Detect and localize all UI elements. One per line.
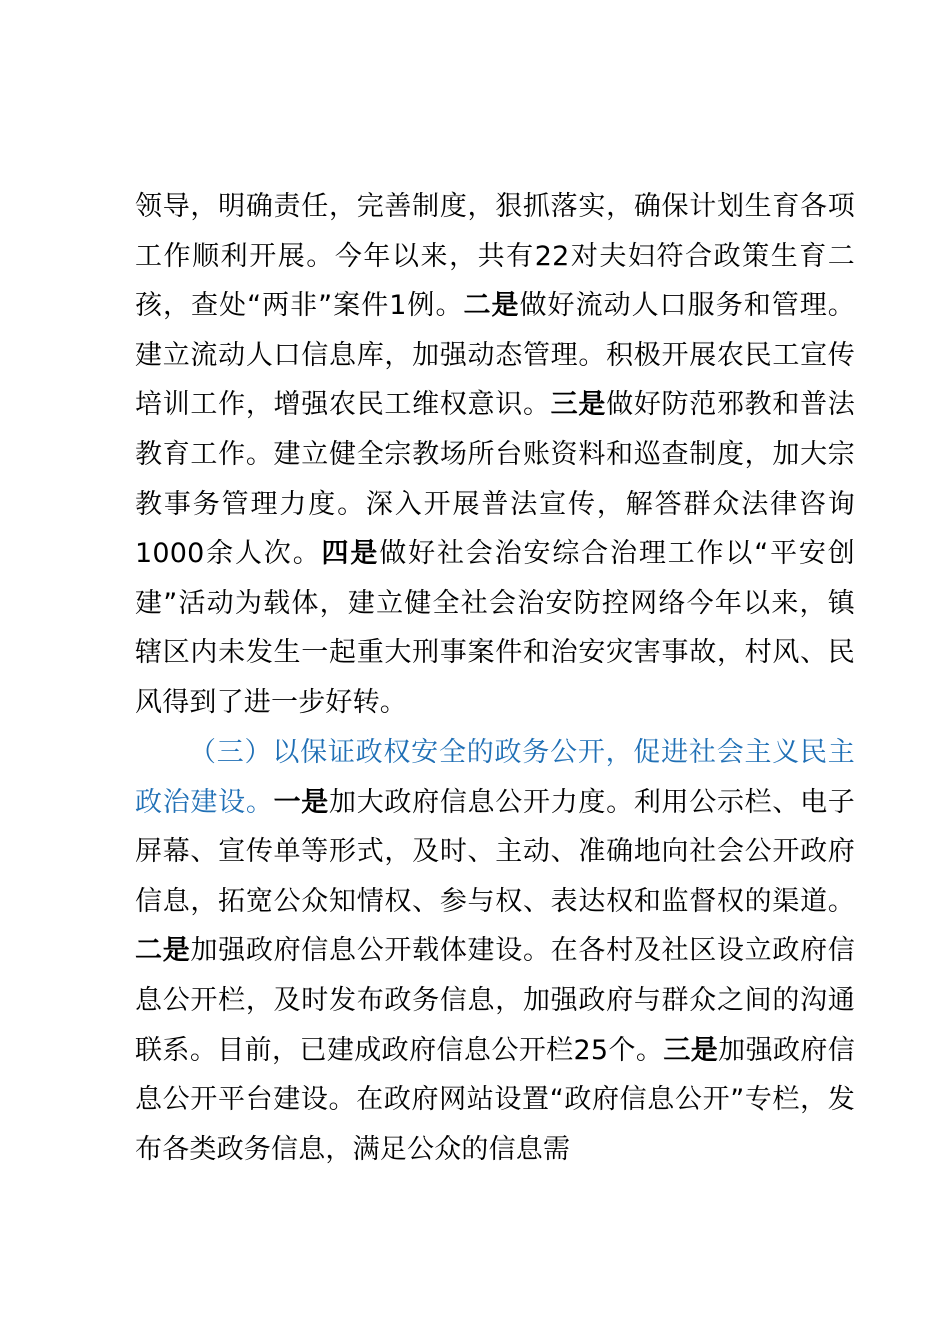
- bold-marker-san: 三是: [550, 389, 607, 421]
- text-run: 理。建立流动人口信息库，加强动态管理。积极开展农民: [135, 290, 856, 371]
- text-run: 做好防范邪: [606, 389, 745, 421]
- bold-marker-yi: 一是: [273, 786, 329, 818]
- text-run: 领导，明确责任，完善制度，狠抓落实，确保计划生育各: [135, 191, 828, 222]
- body-paragraph: [135, 728, 855, 1174]
- text-run: 做好流动人口服务和管: [519, 290, 800, 322]
- text-run: 工宣传培训工作，增强农民工维权意识。: [135, 339, 855, 421]
- text-run: 教和普法教育工作。建立健全宗教场所台账资料和巡查制: [135, 389, 856, 470]
- paragraph-government-affairs: [135, 728, 855, 1174]
- bold-marker-er: 二是: [135, 935, 191, 967]
- text-run: 众法律咨询1000余人次。: [135, 488, 856, 570]
- text-run: 事故，村风、民风得到了进一步好转。: [135, 637, 855, 718]
- text-run: 以“平安创建”活动为载体，建立健全社会治安防控网络: [135, 538, 855, 619]
- text-run: 做好社会治安综合治理工作: [379, 538, 726, 570]
- text-run: 二孩，查处“两非”案件1例。: [135, 240, 855, 322]
- text-run: 度，加大宗教事务管理力度。深入开展普法宣传，解答群: [135, 438, 856, 520]
- bold-marker-san: 三是: [663, 1034, 719, 1066]
- bold-marker-si: 四是: [321, 538, 380, 570]
- bold-marker-er: 二是: [463, 290, 520, 322]
- text-run: 加强政府信息公开平台建设。在政府网站设置“政府信息公开”专栏，发布各类政务信息，满足公众的信息需: [135, 1034, 856, 1165]
- text-run: 加强政府信息公开载体建设。在各村及社区设立政府信息公开栏，及时发布政务信息，加强政府与群众之间的沟通联系。目前，已建成政府信息公开栏25个。: [135, 935, 855, 1066]
- section-heading: （三）以保证政权安全的政务公开，促进社会主义民主政治建设。: [135, 737, 855, 818]
- text-run: 加大政府信息公开力度。利用公示栏、电子屏幕、宣传单等形式，及时、主动、准确地向社会公开政府信息，拓宽公众知情权、参与权、表达权和监督权的渠道。: [135, 786, 856, 917]
- text-run: 今年以来，镇辖区内未发生一起重大刑事案件和治安灾害: [135, 587, 855, 669]
- body-paragraph: [135, 182, 855, 728]
- paragraph-family-planning: [135, 182, 855, 728]
- text-run: 项工作顺利开展。今年以来，共有22对夫妇符合政策生育: [135, 191, 855, 272]
